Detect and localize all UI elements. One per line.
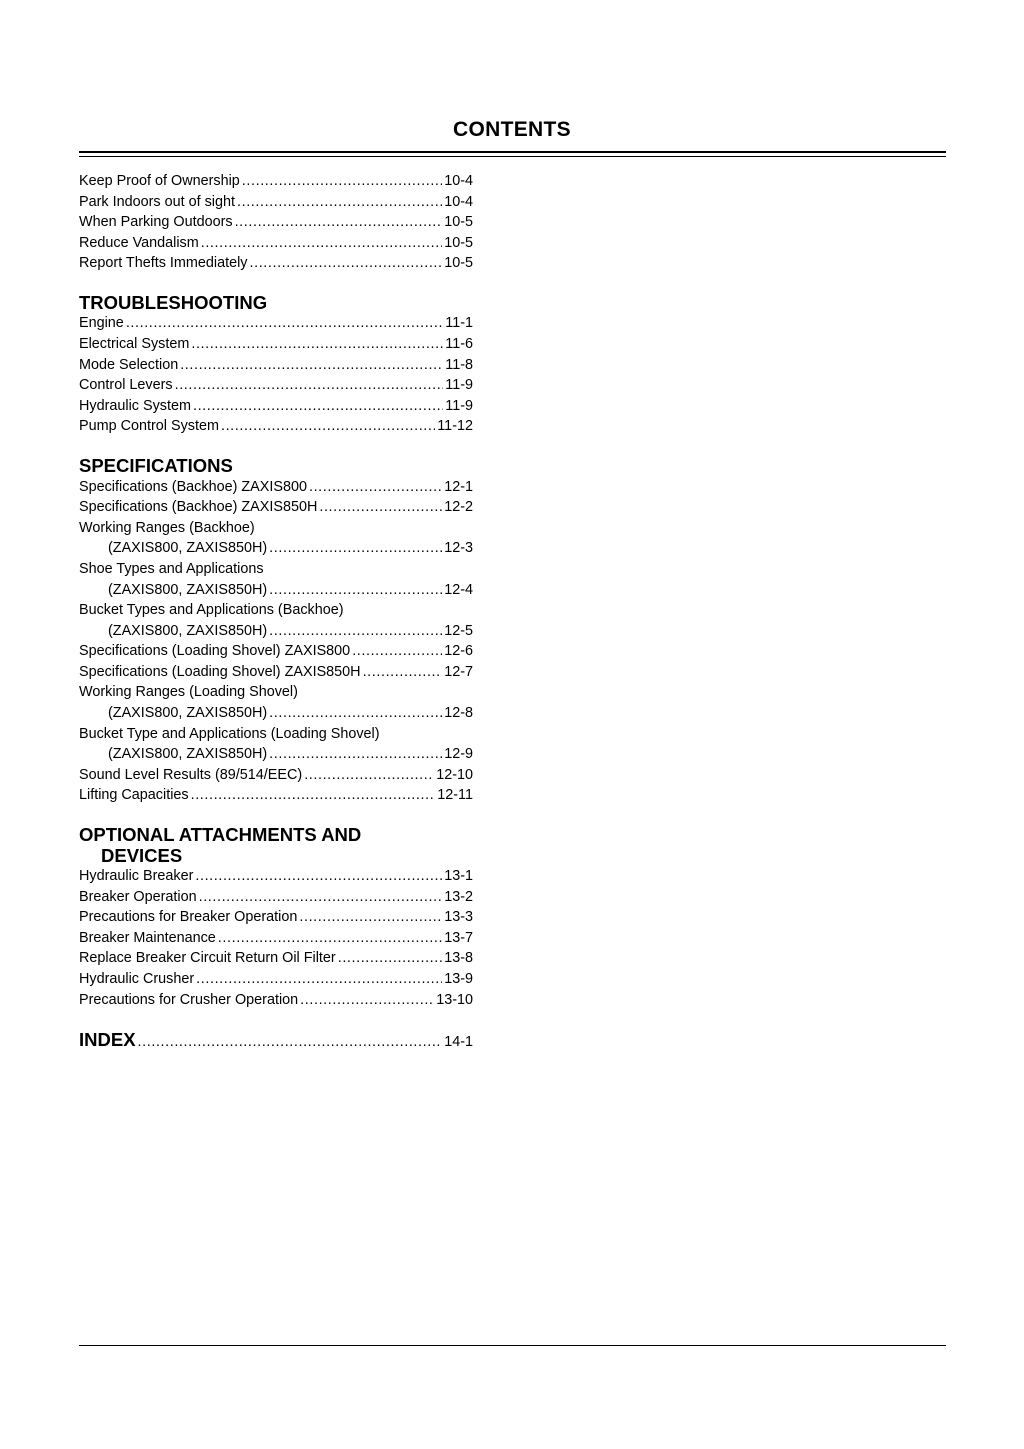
toc-entry-index[interactable]: INDEX ..... 14-1 (79, 1029, 473, 1051)
toc-entry[interactable]: Reduce Vandalism ..... 10-5 (79, 233, 473, 254)
toc-entry[interactable]: Hydraulic Crusher ..... 13-9 (79, 969, 473, 990)
toc-entry[interactable]: Specifications (Loading Shovel) ZAXIS800 ..... 12-6 (79, 641, 473, 662)
section-heading-specifications: SPECIFICATIONS (79, 455, 233, 477)
toc-section-optional-attachments (79, 825, 473, 1010)
toc-entry[interactable]: Breaker Operation ..... 13-2 (79, 887, 473, 908)
toc-entry-title[interactable]: Shoe Types and Applications (79, 560, 264, 577)
section-heading-troubleshooting: TROUBLESHOOTING (79, 291, 268, 313)
section-heading-index: INDEX (79, 1029, 136, 1051)
page-title: CONTENTS (453, 118, 571, 141)
toc-entry[interactable]: (ZAXIS800, ZAXIS850H) ..... 12-3 (79, 538, 473, 559)
toc-entry[interactable]: Engine ..... 11-1 (79, 313, 473, 334)
toc-entry[interactable]: (ZAXIS800, ZAXIS850H) ..... 12-8 (79, 703, 473, 724)
toc-entry[interactable]: Pump Control System ..... 11-12 (79, 416, 473, 437)
toc-entry[interactable]: Specifications (Backhoe) ZAXIS800 ..... 12-1 (79, 477, 473, 498)
toc-block-security (79, 171, 473, 274)
toc-entry[interactable]: Replace Breaker Circuit Return Oil Filter ..... 13-8 (79, 948, 473, 969)
toc-entry[interactable]: Report Thefts Immediately ..... 10-5 (79, 253, 473, 274)
section-heading-optional-attachments: OPTIONAL ATTACHMENTS AND DEVICES (79, 824, 362, 866)
toc-entry-title[interactable]: Working Ranges (Backhoe) (79, 519, 255, 536)
toc-entry-title[interactable]: Bucket Type and Applications (Loading Shovel) (79, 725, 380, 742)
toc-entry[interactable]: Control Levers ..... 11-9 (79, 375, 473, 396)
toc-entry[interactable]: Sound Level Results (89/514/EEC) ..... 12-10 (79, 765, 473, 786)
toc-entry[interactable]: Precautions for Crusher Operation ..... 13-10 (79, 990, 473, 1011)
toc-entry[interactable]: Specifications (Backhoe) ZAXIS850H ..... 12-2 (79, 497, 473, 518)
toc-entry[interactable]: Hydraulic Breaker ..... 13-1 (79, 866, 473, 887)
toc-entry[interactable]: (ZAXIS800, ZAXIS850H) ..... 12-4 (79, 580, 473, 601)
toc-section-troubleshooting (79, 293, 473, 437)
header-rule-thick (79, 151, 946, 153)
toc-entry-title[interactable]: Working Ranges (Loading Shovel) (79, 684, 298, 701)
toc-entry-title[interactable]: Bucket Types and Applications (Backhoe) (79, 602, 344, 619)
toc-entry[interactable]: Keep Proof of Ownership ..... 10-4 (79, 171, 473, 192)
table-of-contents (79, 171, 473, 1051)
toc-entry[interactable]: Specifications (Loading Shovel) ZAXIS850H ..... 12-7 (79, 662, 473, 683)
toc-entry[interactable]: When Parking Outdoors ..... 10-5 (79, 212, 473, 233)
toc-entry[interactable]: Breaker Maintenance ..... 13-7 (79, 928, 473, 949)
toc-entry[interactable]: Precautions for Breaker Operation ..... 13-3 (79, 907, 473, 928)
toc-section-specifications (79, 456, 473, 806)
footer-rule (79, 1345, 946, 1346)
toc-entry[interactable]: Electrical System ..... 11-6 (79, 334, 473, 355)
header-rule-thin (79, 156, 946, 157)
toc-entry[interactable]: Park Indoors out of sight ..... 10-4 (79, 192, 473, 213)
toc-entry[interactable]: Mode Selection ..... 11-8 (79, 355, 473, 376)
toc-entry[interactable]: (ZAXIS800, ZAXIS850H) ..... 12-9 (79, 744, 473, 765)
toc-entry[interactable]: (ZAXIS800, ZAXIS850H) ..... 12-5 (79, 621, 473, 642)
toc-entry[interactable]: Hydraulic System ..... 11-9 (79, 396, 473, 417)
toc-entry[interactable]: Lifting Capacities ..... 12-11 (79, 785, 473, 806)
